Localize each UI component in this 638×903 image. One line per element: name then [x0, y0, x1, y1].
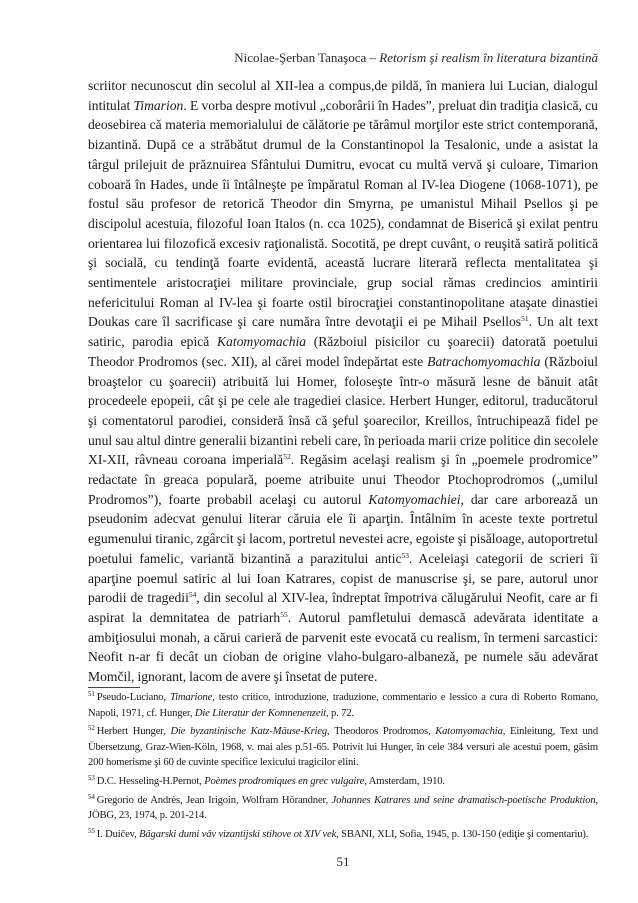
footnote-text: Pseudo-Luciano, — [96, 692, 170, 703]
italic-title: Batrachomyomachia — [427, 353, 541, 369]
footnote-text: D.C. Hesseling-H.Pernot, — [96, 775, 205, 787]
body-paragraph — [88, 76, 598, 687]
footnote-text: , Amsterdam, 1910. — [364, 775, 445, 787]
footnotes — [88, 690, 598, 845]
footnote-italic: Poèmes prodromiques en grec vulgaire — [204, 775, 365, 787]
footnote-number: 51 — [88, 690, 95, 698]
footnote-51 — [88, 690, 598, 721]
text-run: . Aceleiaşi categorii de scrieri îi aparţine poemul satiric al lui Ioan Katrares, copist de manuscrise şi, se pare, autorul unor parodii de tragedii — [88, 550, 598, 606]
footnote-number: 52 — [88, 724, 95, 733]
footnote-italic: Die byzantinische Katz-Mäuse-Krieg — [170, 726, 328, 738]
footnote-divider — [88, 687, 140, 688]
footnote-ref-53[interactable]: 53 — [401, 550, 410, 560]
text-run: , din secolul al XIV-lea, îndreptat împotriva călugărului Neofit, care ar fi aspirat la demnitatea de patriarh — [88, 590, 598, 625]
footnote-number: 54 — [88, 792, 95, 801]
footnote-ref-54[interactable]: 54 — [188, 590, 197, 600]
text-run: . Autorul pamfletului demască adevărata identitate a ambiţiosului monah, a cărui carieră de parvenit este evocată cu realism, în termeni sarcastici: Neofit n-ar fi decât un cioban de origine vlaho-bulgaro-albaneză, pe numele său adevărat Momčil, ignorant, lacom de avere şi însetat de putere. — [88, 609, 598, 685]
text-run: (Războiul pisicilor cu şoarecii) datorată poetului Theodor Prodromos (sec. XII), al cărei model îndepărtat este — [88, 334, 598, 369]
italic-title: Katomyomachiei, — [368, 491, 464, 507]
footnote-italic: Timarione — [169, 692, 213, 703]
footnote-italic: Katomyomachia — [435, 726, 503, 738]
footnote-number: 53 — [88, 773, 95, 782]
footnote-text: Gregorio de Andrès, Jean Irigoin, Wolfram Hörandner, — [96, 794, 332, 806]
footnote-text: , p. 72. — [326, 707, 354, 719]
footnote-italic: Bâgarski dumi vâv vizantijski stihove ot XIV vek — [139, 828, 337, 840]
text-run: . Un alt text satiric, parodia epică — [88, 314, 598, 350]
body-text — [88, 76, 598, 687]
footnote-text: , SBANI, XLI, Sofia, 1945, p. 130-150 (ediţie şi comentariu). — [336, 828, 589, 840]
italic-title: Katomyomachia — [216, 334, 307, 350]
page-number: 51 — [336, 854, 350, 869]
text-run: (Războiul broaştelor cu şoarecii) atribuită lui Homer, foloseşte într-o măsură lesne de bănuit atât procedeele epopeii, cât şi pe cele ale tragediei clasice. Herbert Hunger, editorul, traducătorul şi comentatorul parodiei, consideră însă că şeful şoarecilor, Kreillos, întruchipează fidel pe unul sau altul dintre generalii bizantini rebeli care, în perioada marii crize politice din secolele XI-XII, râvneau coroana imperială — [88, 353, 598, 468]
footnote-52 — [88, 724, 598, 771]
header-title: Retorism şi realism în literatura bizantină — [379, 50, 598, 65]
footnote-text: Herbert Hunger, — [96, 726, 171, 738]
footnote-italic: Johannes Katrares und seine dramatisch-poetische Produktion — [331, 794, 596, 806]
text-run: . E vorba despre motivul „coborârii în Hades”, preluat din tradiţia clasică, cu deosebirea că materia memorialului de călătorie pe tărâmul morţilor este strict contemporană, bizantină. După ce a străbătut drumul de la Constantinopol la Tesalonic, unde a asistat la târgul prilejuit de prăznuirea Sfântului Dumitru, evocat cu multă vervă şi culoare, Timarion coboară în Hades, unde îi întâlneşte pe împăratul Roman al IV-lea Diogene (1068-1071), pe fostul său profesor de retorică Theodor din Smyrna, pe umanistul Mihail Psellos şi pe discipolul acestuia, filozoful Ioan Italos (n. cca 1025), condamnat de Biserică şi exilat pentru orientarea lui filozofică excesiv raţionalistă. Socotită, pe drept cuvânt, o reuşită satiră politică şi socială, cu tendinţă foarte evidentă, această lucrare literară reflecta mentalitatea şi sentimentele aristocraţiei militare provinciale, grup social rămas credincios amintirii nefericitului Roman al IV-lea şi foarte ostil birocraţiei constantinopolitane ataşate dinastiei Doukas care îl sacrificase şi care număra între devotaţii ei pe Mihail Psellos — [88, 97, 598, 330]
text-run: dar care arborează un pseudonim adecvat genului literar căruia ele îi aparţin. Întâlnim în aceste texte portretul egumenului tiranic, zgârcit şi lacom, portretul nevestei acre, egoiste şi pisăloage, autoportretul poetului famelic, variantă bizantină a parazitului antic — [88, 491, 598, 566]
footnote-ref-55[interactable]: 55 — [280, 609, 288, 619]
footnote-text: , Einleitung, Text und Übersetzung, Graz-Wien-Köln, 1968, v. mai ales p.51-65. Potrivit lui Hunger, în cele 384 versuri ale acestui poem, găsim 200 homerisme şi 60 de cuvinte specifice lexicului tragicilor elini. — [88, 726, 598, 769]
footnote-text: , JÖBG, 23, 1974, p. 201-214. — [88, 794, 598, 822]
text-run: . Regăsim acelaşi realism şi în „poemele prodromice” redactate în greaca populară, poeme atribuite unui Theodor Ptochoprodromos („umilul Prodromos”), foarte probabil acelaşi cu autorul — [88, 452, 598, 507]
footnote-text: I. Duičev, — [96, 828, 140, 840]
text-run: scriitor necunoscut din secolul al XII-lea a compus,de pildă, în maniera lui Lucian, dialogul intitulat — [88, 78, 598, 113]
footnote-italic: Die Literatur der Komnenenzeit — [194, 707, 327, 719]
footnote-54 — [88, 793, 598, 824]
italic-title: Timarion — [133, 97, 184, 113]
footnote-ref-51[interactable]: 51 — [521, 314, 529, 324]
footnote-text: , Theodoros Prodromos, — [327, 726, 436, 738]
running-header — [88, 50, 598, 66]
footnote-text: , testo critico, introduzione, traduzione, commentario e lessico a cura di Roberto Romano, Napoli, 1971, cf. Hunger, — [88, 692, 599, 719]
footnote-number: 55 — [88, 826, 95, 835]
footnote-ref-52[interactable]: 52 — [283, 452, 291, 462]
footnote-53 — [88, 774, 598, 790]
header-author: Nicolae-Şerban Tanaşoca – — [234, 50, 380, 65]
footnote-55 — [88, 827, 598, 843]
